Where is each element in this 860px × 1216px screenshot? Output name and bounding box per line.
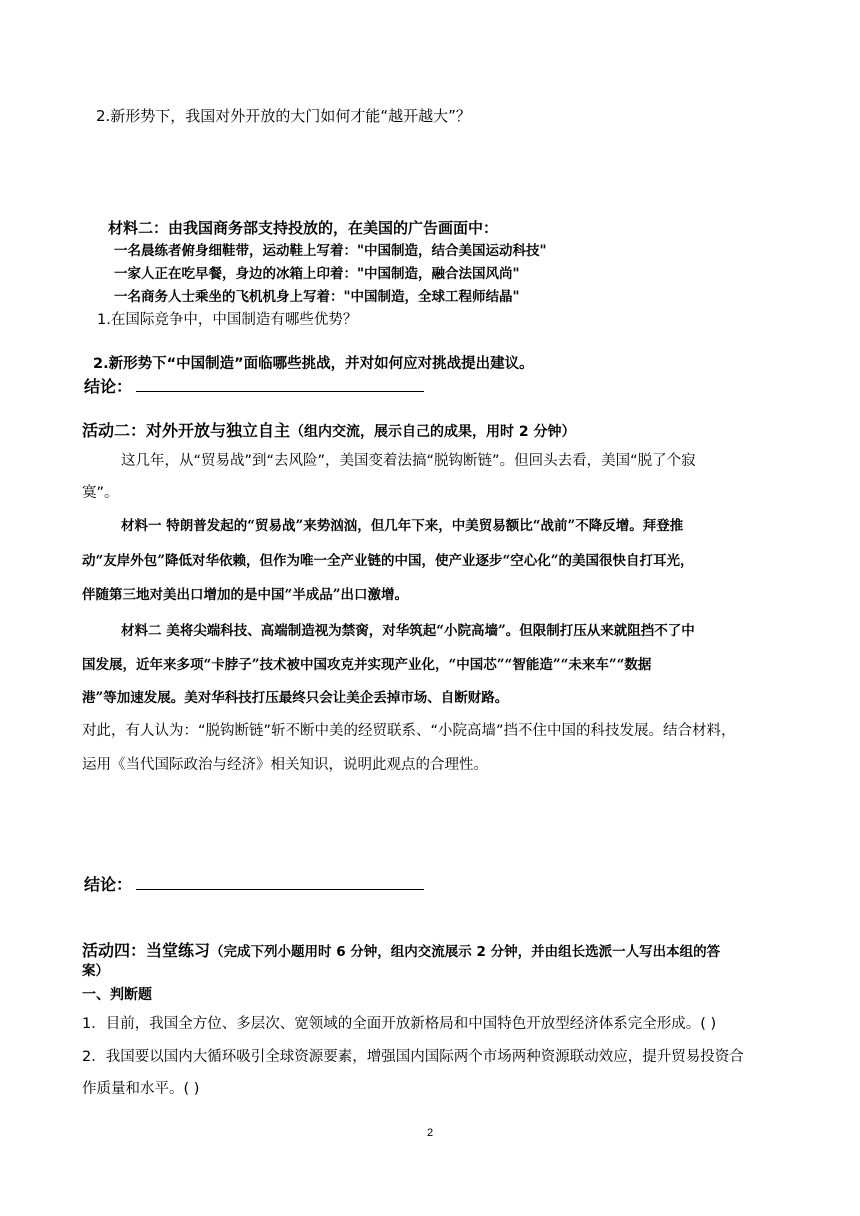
- material-1-line-2: 动“友岸外包”降低对华依赖，但作为唯一全产业链的中国，使产业逐步“空心化”的美国很快自打耳光，: [82, 553, 694, 569]
- material-2b-line-3: 港”等加速发展。美对华科技打压最终只会让美企丢掉市场、自断财路。: [82, 690, 509, 706]
- activity-4-heading: [82, 941, 720, 962]
- material-2-line-3: 一名商务人士乘坐的飞机机身上写着："中国制造，全球工程师结晶": [114, 289, 520, 305]
- material-2-question-1: 1.在国际竞争中，中国制造有哪些优势？: [97, 312, 358, 328]
- activity-4-subtitle-end: 案）: [82, 963, 109, 979]
- material-2-question-2: 2.新形势下“中国制造”面临哪些挑战，并对如何应对挑战提出建议。: [93, 356, 534, 372]
- material-2-line-1: 一名晨练者俯身细鞋带，运动鞋上写着："中国制造，结合美国运动科技": [114, 243, 547, 259]
- material-2b-line-2: 国发展，近年来多项“卡脖子”技术被中国攻克并实现产业化，“中国芯”“智能造”“未来车”“数据: [82, 657, 652, 673]
- judgement-1: 1．目前，我国全方位、多层次、宽领域的全面开放新格局和中国特色开放型经济体系完全形成。( ): [82, 1016, 717, 1032]
- material-2b-line-1: 材料二 美将尖端科技、高端制造视为禁脔，对华筑起“小院高墙”。但限制打压从来就阻挡不了中: [121, 623, 695, 639]
- question-line-1: 对此，有人认为：“脱钩断链”斩不断中美的经贸联系、“小院高墙”挡不住中国的科技发展。结合材料，: [82, 723, 736, 739]
- material-1-line-1: 材料一 特朗普发起的“贸易战”来势汹汹，但几年下来，中美贸易额比“战前”不降反增。拜登推: [121, 518, 684, 534]
- material-2-title: 材料二：由我国商务部支持投放的，在美国的广告画面中：: [108, 219, 499, 237]
- section-judgement-heading: 一、判断题: [82, 987, 152, 1003]
- activity-4-title: 活动四：当堂练习: [82, 941, 211, 960]
- material-2-line-2: 一家人正在吃早餐，身边的冰箱上印着："中国制造，融合法国风尚": [114, 266, 520, 282]
- conclusion-2: [84, 874, 424, 895]
- activity-2-title: 活动二：对外开放与独立自主: [82, 421, 291, 440]
- page-number: 2: [426, 1127, 434, 1139]
- activity-2-heading: [82, 421, 576, 442]
- intro-paragraph-line-2: 寞”。: [82, 485, 119, 501]
- conclusion-1-label: 结论：: [84, 377, 133, 396]
- conclusion-2-label: 结论：: [84, 875, 133, 894]
- conclusion-2-answer-line[interactable]: [136, 874, 424, 890]
- material-1-line-3: 伴随第三地对美出口增加的是中国“半成品”出口激增。: [82, 587, 409, 603]
- intro-paragraph-line-1: 这几年，从“贸易战”到“去风险”，美国变着法搞“脱钩断链”。但回头去看，美国“脱了个寂: [121, 453, 696, 469]
- conclusion-1-answer-line[interactable]: [136, 376, 424, 392]
- activity-2-subtitle: （组内交流，展示自己的成果，用时 2 分钟）: [290, 424, 576, 440]
- judgement-2-line-2: 作质量和水平。( ): [82, 1081, 200, 1097]
- question-line-2: 运用《当代国际政治与经济》相关知识，说明此观点的合理性。: [82, 757, 488, 773]
- question-2-top: 2.新形势下，我国对外开放的大门如何才能“越开越大”？: [96, 107, 471, 125]
- activity-4-subtitle: （完成下列小题用时 6 分钟，组内交流展示 2 分钟，并由组长选派一人写出本组的答: [210, 944, 721, 960]
- conclusion-1: [84, 376, 424, 397]
- judgement-2-line-1: 2．我国要以国内大循环吸引全球资源要素，增强国内国际两个市场两种资源联动效应，提升贸易投资合: [82, 1049, 744, 1065]
